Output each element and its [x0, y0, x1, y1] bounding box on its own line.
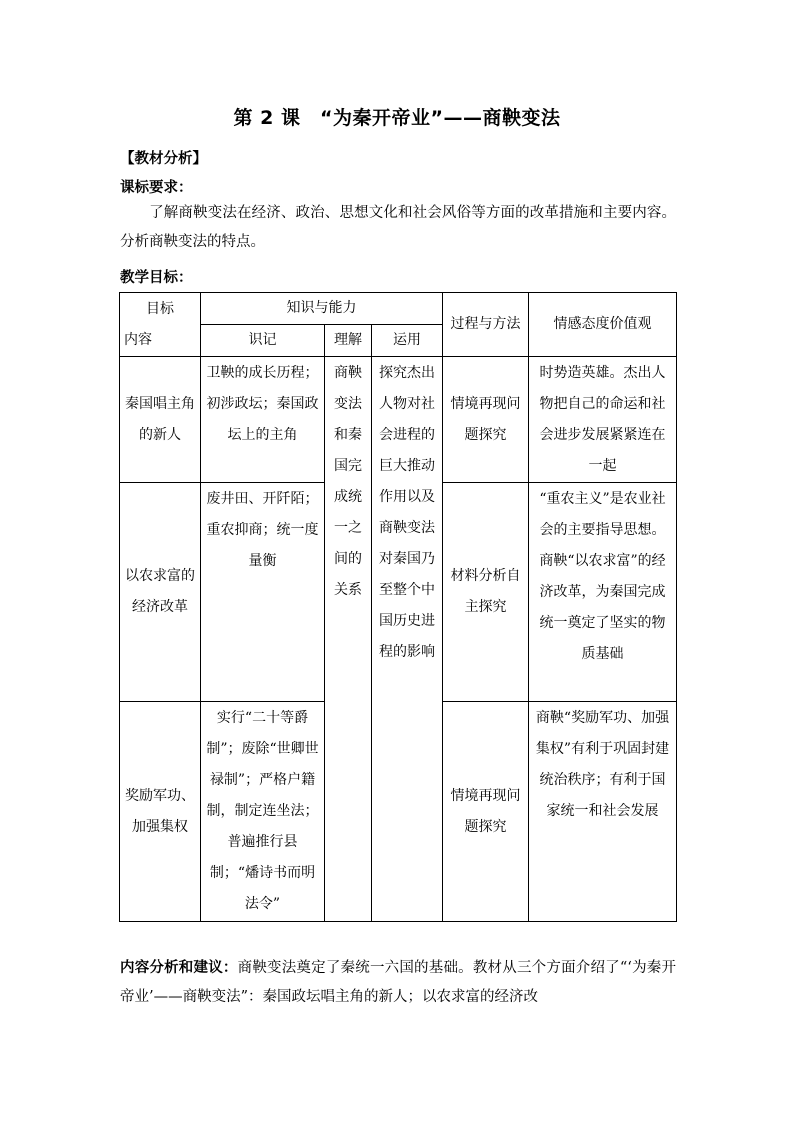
analysis-text: 商鞅变法奠定了秦统一六国的基础。教材从三个方面介绍了“‘为秦开帝业’——商鞅变法”：秦国政坛唱主角的新人；以农求富的经济改 — [120, 960, 676, 1005]
target-header-top: 目标 — [146, 300, 174, 317]
analysis-heading: 内容分析和建议： — [120, 960, 238, 976]
row-process: 材料分析自主探究 — [443, 483, 529, 702]
table-header-row — [120, 293, 677, 325]
row-process: 情境再现问题探究 — [443, 702, 529, 922]
understand-header: 理解 — [325, 325, 372, 357]
target-content-header — [120, 293, 201, 357]
understand-cell: 商鞅变法和秦国完成统一之间的关系 — [325, 357, 372, 922]
row-target: 秦国唱主角的新人 — [120, 357, 201, 483]
apply-header: 运用 — [372, 325, 443, 357]
row-target: 奖励军功、加强集权 — [120, 702, 201, 922]
lesson-title: 第 2 课 “为秦开帝业”——商鞅变法 — [233, 107, 561, 129]
goals-heading: 教学目标： — [120, 270, 193, 286]
standards-heading: 课标要求： — [120, 180, 193, 196]
analysis-paragraph — [120, 954, 676, 1012]
target-header-bottom: 内容 — [124, 331, 152, 348]
teaching-goals-table — [119, 292, 677, 922]
emotion-values-header: 情感态度价值观 — [529, 293, 677, 357]
table-row — [120, 357, 677, 483]
process-method-header: 过程与方法 — [443, 293, 529, 357]
row-emotion: 商鞅“奖励军功、加强集权”有利于巩固封建统治秩序；有利于国家统一和社会发展 — [529, 702, 677, 922]
memorize-header: 识记 — [201, 325, 325, 357]
standards-paragraph — [120, 199, 676, 257]
row-target: 以农求富的经济改革 — [120, 483, 201, 702]
standards-text: 了解商鞅变法在经济、政治、思想文化和社会风俗等方面的改革措施和主要内容。分析商鞅变法的特点。 — [120, 205, 676, 250]
row-emotion: “重农主义”是农业社会的主要指导思想。商鞅“以农求富”的经济改革，为秦国完成统一奠定了坚实的物质基础 — [529, 483, 677, 702]
row-memorize: 实行“二十等爵制”；废除“世卿世禄制”；严格户籍制，制定连坐法；普遍推行县制；“燔诗书而明法令” — [201, 702, 325, 922]
row-process: 情境再现问题探究 — [443, 357, 529, 483]
section-heading: 【教材分析】 — [120, 151, 207, 167]
row-memorize: 卫鞅的成长历程；初涉政坛；秦国政坛上的主角 — [201, 357, 325, 483]
row-memorize: 废井田、开阡陌；重农抑商；统一度量衡 — [201, 483, 325, 702]
row-emotion: 时势造英雄。杰出人物把自己的命运和社会进步发展紧紧连在一起 — [529, 357, 677, 483]
apply-cell: 探究杰出人物对社会进程的巨大推动作用以及商鞅变法对秦国乃至整个中国历史进程的影响 — [372, 357, 443, 922]
knowledge-ability-header: 知识与能力 — [201, 293, 443, 325]
